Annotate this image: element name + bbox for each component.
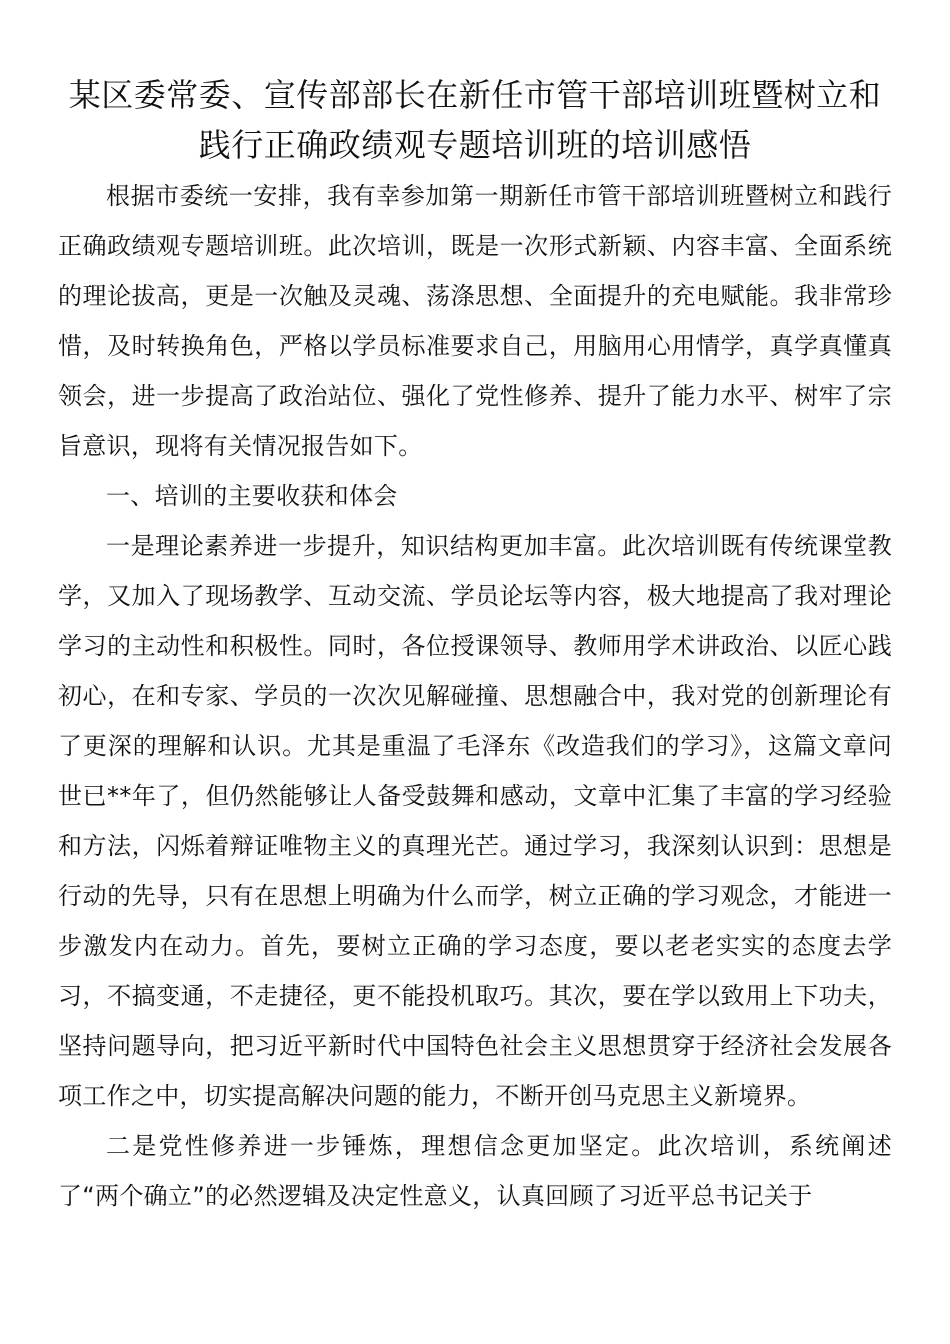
document-title: 某区委常委、宣传部部长在新任市管干部培训班暨树立和践行正确政绩观专题培训班的培训感悟 [68, 76, 882, 164]
document-body [58, 171, 892, 1221]
paragraph-point-one: 一是理论素养进一步提升，知识结构更加丰富。此次培训既有传统课堂教学，又加入了现场教学、互动交流、学员论坛等内容，极大地提高了我对理论学习的主动性和积极性。同时，各位授课领导、教师用学术讲政治、以匠心践初心，在和专家、学员的一次次见解碰撞、思想融合中，我对党的创新理论有了更深的理解和认识。尤其是重温了毛泽东《改造我们的学习》，这篇文章问世已**年了，但仍然能够让人备受鼓舞和感动，文章中汇集了丰富的学习经验和方法，闪烁着辩证唯物主义的真理光芒。通过学习，我深刻认识到：思想是行动的先导，只有在思想上明确为什么而学，树立正确的学习观念，才能进一步激发内在动力。首先，要树立正确的学习态度，要以老老实实的态度去学习，不搞变通，不走捷径，更不能投机取巧。其次，要在学以致用上下功夫，坚持问题导向，把习近平新时代中国特色社会主义思想贯穿于经济社会发展各项工作之中，切实提高解决问题的能力，不断开创马克思主义新境界。 [58, 532, 892, 1110]
paragraph-point-two: 二是党性修养进一步锤炼，理想信念更加坚定。此次培训，系统阐述了“两个确立”的必然逻辑及决定性意义，认真回顾了习近平总书记关于 [58, 1132, 892, 1210]
paragraph-intro: 根据市委统一安排，我有幸参加第一期新任市管干部培训班暨树立和践行正确政绩观专题培训班。此次培训，既是一次形式新颖、内容丰富、全面系统的理论拔高，更是一次触及灵魂、荡涤思想、全面提升的充电赋能。我非常珍惜，及时转换角色，严格以学员标准要求自己，用脑用心用情学，真学真懂真领会，进一步提高了政治站位、强化了党性修养、提升了能力水平、树牢了宗旨意识，现将有关情况报告如下。 [58, 182, 892, 460]
section-heading: 一、培训的主要收获和体会 [106, 482, 398, 510]
document-page [58, 70, 892, 1221]
